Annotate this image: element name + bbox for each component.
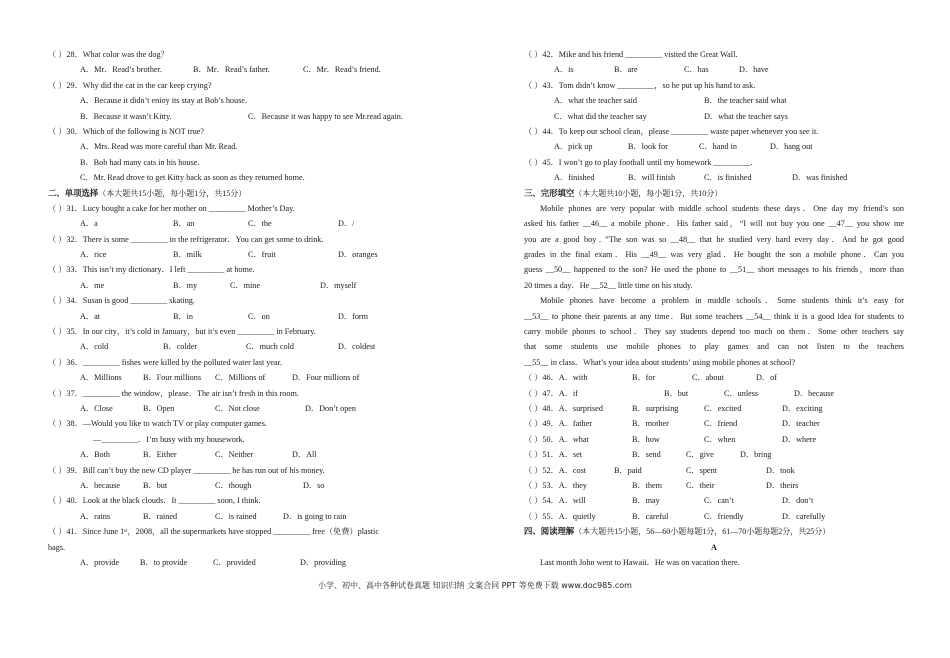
answer-option: B．will finish (628, 173, 676, 183)
answer-option: B．but (143, 480, 168, 490)
passage-line: guess __50__ happened to the son? He used the phone to __51__ short messages to his friends，more than (524, 265, 904, 275)
answer-option: （ ）49．A．father (524, 419, 592, 429)
left-column (48, 47, 468, 570)
options-line (48, 447, 468, 462)
answer-option: C．Because it was happy to see Mr.read again. (248, 111, 403, 121)
answer-option: A．rice (80, 250, 107, 260)
options-line (524, 401, 904, 416)
answer-option: B．an (173, 219, 195, 229)
options-line (48, 247, 468, 262)
answer-option: D．took (766, 465, 795, 475)
answer-option: D．because (794, 388, 835, 398)
question-line: （ ）41．Since June 1ˢᵗ，2008，all the supermarkets have stopped _________ free（免费）plastic (48, 527, 379, 537)
options-line (524, 432, 904, 447)
options-line (48, 93, 468, 108)
question-line: （ ）29．Why did the cat in the car keep crying? (48, 80, 212, 90)
question-line: bags. (48, 542, 66, 552)
answer-option: B．Because it wasn’t Kitty. (80, 111, 172, 121)
answer-option: C．friend (704, 419, 738, 429)
answer-option: B．surprising (632, 403, 679, 413)
question-line: （ ）44．To keep our school clean，please _________ waste paper whenever you see it. (524, 126, 819, 136)
answer-option: C．though (215, 480, 252, 490)
question-line: （ ）28．What color was the dog？ (48, 50, 169, 59)
question-line: （ ）37．_________ the window，please．The air isn’t fresh in this room. (48, 388, 299, 398)
answer-option: B．milk (173, 250, 202, 260)
answer-option: D．All (292, 450, 317, 460)
answer-option: A．me (80, 280, 105, 290)
passage-line: grades in the final exam．His __49__ was very glad．He bought the son a mobile phone．Can you (524, 250, 904, 260)
answer-option: A．pick up (554, 142, 593, 152)
answer-option: B．may (632, 496, 660, 506)
answer-option: （ ）48．A．surprised (524, 403, 603, 413)
answer-option: B．to provide (140, 557, 188, 567)
options-line (48, 155, 468, 170)
options-line (48, 216, 468, 231)
answer-option: B．but (664, 388, 689, 398)
answer-option: B．Open (143, 403, 175, 413)
options-line (48, 309, 468, 324)
options-line (48, 278, 468, 293)
answer-option: B．mother (632, 419, 669, 429)
question-line: （ ）33．This isn’t my dictionary．I left _________ at home. (48, 265, 255, 275)
section-heading (48, 186, 468, 201)
options-line (48, 339, 468, 354)
section-title: 二、单项选择 (48, 188, 99, 198)
question-line: （ ）31．Lucy bought a cake for her mother on _________ Mother’s Day. (48, 203, 295, 213)
answer-option: C．can’t (704, 496, 734, 506)
answer-option: B．Four millions (143, 373, 202, 383)
options-line (524, 62, 904, 77)
answer-option: D．bring (740, 450, 772, 460)
answer-option: D．don’t (782, 496, 814, 506)
answer-option: C．on (248, 311, 270, 321)
answer-option: A．cold (80, 342, 109, 352)
answer-option: A．rains (80, 511, 111, 521)
answer-option: A．Mr．Read’s brother. (80, 65, 162, 75)
answer-option: C．fruit (248, 250, 276, 260)
answer-option: A．because (80, 480, 121, 490)
options-line (524, 478, 904, 493)
answer-option: C．provided (213, 557, 256, 567)
options-line (524, 93, 904, 108)
answer-option: D．Four millions of (292, 373, 360, 383)
right-column (524, 47, 904, 570)
answer-option: （ ）55．A．quietly (524, 511, 596, 521)
answer-option: C．is finished (704, 173, 752, 183)
section-title: 四、阅读理解 (524, 527, 575, 537)
passage-label: A (711, 542, 717, 552)
answer-option: A．is (554, 65, 574, 75)
answer-option: D．Don’t open (305, 403, 357, 413)
passage-line: Last month John went to Hawaii．He was on vacation there. (540, 557, 740, 567)
options-line (48, 478, 468, 493)
answer-option: D．theirs (766, 480, 799, 490)
answer-option: （ ）47．A．if (524, 388, 578, 398)
options-line (524, 370, 904, 385)
question-line: （ ）45．I won’t go to play football until my homework _________. (524, 157, 753, 167)
options-line (48, 401, 468, 416)
answer-option: B．them (632, 480, 663, 490)
options-line (524, 493, 904, 508)
answer-option: C．hand in (699, 142, 737, 152)
answer-option: C．friendly (704, 511, 744, 521)
answer-option: （ ）52．A．cost (524, 465, 587, 475)
options-line (524, 416, 904, 431)
answer-option: B．in (173, 311, 194, 321)
answer-option: C．excited (704, 403, 742, 413)
answer-option: C．has (684, 65, 709, 75)
options-line (48, 139, 468, 154)
options-line (524, 509, 904, 524)
answer-option: C．Mr．Read’s friend. (303, 65, 381, 75)
passage-line: asked his father __46__ a mobile phone．His father said，“I will not buy you one __47__ you show me (524, 219, 904, 229)
passage-line: __53__ to phone their parents at any time．But some teachers __54__ think it is a good idea for students to (524, 311, 904, 321)
answer-option: B．for (632, 373, 656, 383)
answer-option: D．myself (320, 280, 357, 290)
answer-option: D．exciting (782, 403, 823, 413)
answer-option: D．have (739, 65, 769, 75)
answer-option: （ ）50．A．what (524, 434, 589, 444)
answer-option: C．is rained (215, 511, 257, 521)
answer-option: C．about (692, 373, 724, 383)
options-line (524, 386, 904, 401)
question-line: （ ）34．Susan is good _________ skating. (48, 296, 195, 306)
answer-option: D．what the teacher says (704, 111, 788, 121)
answer-option: （ ）54．A．will (524, 496, 586, 506)
answer-option: C．mine (230, 280, 261, 290)
answer-option: D．providing (300, 557, 346, 567)
answer-option: C．unless (724, 388, 759, 398)
answer-option: C．Not close (215, 403, 260, 413)
answer-option: （ ）46．A．with (524, 373, 588, 383)
answer-option: B．colder (163, 342, 198, 352)
answer-option: B．send (632, 450, 661, 460)
question-line: （ ）43．Tom didn’t know _________，so he put up his hand to ask. (524, 80, 756, 90)
answer-option: D．where (782, 434, 817, 444)
question-line: （ ）42．Mike and his friend _________ visited the Great Wall. (524, 50, 738, 59)
answer-option: D．coldest (338, 342, 376, 352)
answer-option: B．how (632, 434, 660, 444)
answer-option: D．oranges (338, 250, 378, 260)
options-line (524, 170, 904, 185)
answer-option: A．Because it didn’t enioy its stay at Bob’s house. (80, 96, 247, 106)
answer-option: A．Mrs. Read was more careful than Mr. Read. (80, 142, 238, 152)
answer-option: D．was finished (792, 173, 848, 183)
options-line (48, 370, 468, 385)
passage-line: __55__ in class．What’s your idea about students’ using mobile phones at school? (524, 357, 796, 367)
answer-option: B．Either (143, 450, 177, 460)
answer-option: C．when (704, 434, 736, 444)
answer-option: C．Neither (215, 450, 254, 460)
answer-option: D．teacher (782, 419, 820, 429)
answer-option: B．rained (143, 511, 178, 521)
answer-option: A．at (80, 311, 101, 321)
answer-option: D．hang out (770, 142, 813, 152)
answer-option: A．provide (80, 557, 120, 567)
answer-option: C．Millions of (215, 373, 266, 383)
question-line: （ ）40．Look at the black clouds．It _________ soon, I think. (48, 496, 261, 506)
options-line (48, 555, 468, 570)
answer-option: A．Millions (80, 373, 122, 383)
section-note: （本大题共10小题，每小题1分，共10分） (574, 188, 723, 198)
answer-option: B．Mr．Read’s father. (193, 65, 270, 75)
options-line (48, 62, 468, 77)
passage-line: carry mobile phones to school．They say students depend too much on them．Some other teachers say (524, 327, 904, 337)
passage-line: 20 times a day．He __52__ little time on his study. (524, 280, 693, 290)
answer-option: B．paid (614, 465, 642, 475)
question-line: （ ）39．Bill can’t buy the new CD player _________ he has run out of his money. (48, 465, 325, 475)
options-line (48, 432, 468, 447)
answer-option: A．what the teacher said (554, 96, 637, 106)
section-title: 三、完形填空 (524, 188, 575, 198)
section-note: （本大题共15小题，56—60小题每题1分，61—70小题每题2分，共25分） (574, 527, 831, 537)
options-line (524, 463, 904, 478)
answer-option: A．a (80, 219, 98, 229)
answer-option: （ ）53．A．they (524, 480, 587, 490)
question-line: （ ）30．Which of the following is NOT true? (48, 126, 205, 136)
options-line (524, 109, 904, 124)
passage-line: that some students use mobile phones to play games and can not listen to the teachers (524, 342, 904, 352)
options-line (524, 447, 904, 462)
answer-option: C．the (248, 219, 272, 229)
page-footer: 小学、初中、高中各种试卷真题 知识归纳 文案合同 PPT 等免费下载 www.doc985.com (318, 581, 632, 590)
answer-option: B．careful (632, 511, 669, 521)
options-line (48, 170, 468, 185)
answer-option: D．is going to rain (283, 511, 347, 521)
answer-option: D．form (338, 311, 369, 321)
options-line (48, 509, 468, 524)
answer-option: C．Mr. Read drove to get Kitty back as soon as they returned home. (80, 173, 305, 183)
answer-option: B．Bob had many cats in his house. (80, 157, 200, 167)
answer-option: D．carefully (782, 511, 826, 521)
answer-option: B．look for (628, 142, 668, 152)
options-line (524, 139, 904, 154)
answer-option: A．Close (80, 403, 113, 413)
answer-option: C．spent (686, 465, 717, 475)
question-line: （ ）38．—Would you like to watch TV or play computer games. (48, 419, 267, 429)
answer-option: A．Both (80, 450, 111, 460)
answer-option: C．what did the teacher say (554, 111, 647, 121)
answer-option: B．the teacher said what (704, 96, 787, 106)
question-line: （ ）36．_________ fishes were killed by the polluted water last year. (48, 357, 282, 367)
answer-option: C．give (686, 450, 714, 460)
section-heading (524, 524, 904, 539)
answer-option: C．much cold (246, 342, 294, 352)
answer-option: （ ）51．A．set (524, 450, 582, 460)
question-line: （ ）35．In our city，it’s cold in January，but it’s even _________ in February. (48, 327, 316, 337)
answer-option: —_________．I’m busy with my housework. (93, 434, 245, 444)
answer-option: D．so (303, 480, 325, 490)
answer-option: D．of (756, 373, 777, 383)
section-note: （本大题共15小题，每小题1分，共15分） (98, 188, 247, 198)
options-line (48, 109, 468, 124)
passage-line: you are a good boy．”The son was so __48__ that he studied very hard every day．And he got good (524, 234, 904, 244)
section-heading (524, 186, 904, 201)
question-line: （ ）32．There is some _________ in the refrigerator．You can get some to drink. (48, 234, 324, 244)
answer-option: A．finished (554, 173, 595, 183)
passage-line: Mobile phones have become a problem in middle schools．Some students think it’s easy for (540, 296, 904, 306)
answer-option: B．are (614, 65, 638, 75)
answer-option: D．/ (338, 219, 355, 229)
answer-option: C．their (686, 480, 715, 490)
answer-option: B．my (173, 280, 198, 290)
passage-line: Mobile phones are very popular with middle school students these days．One day my friend’s son (540, 203, 904, 213)
